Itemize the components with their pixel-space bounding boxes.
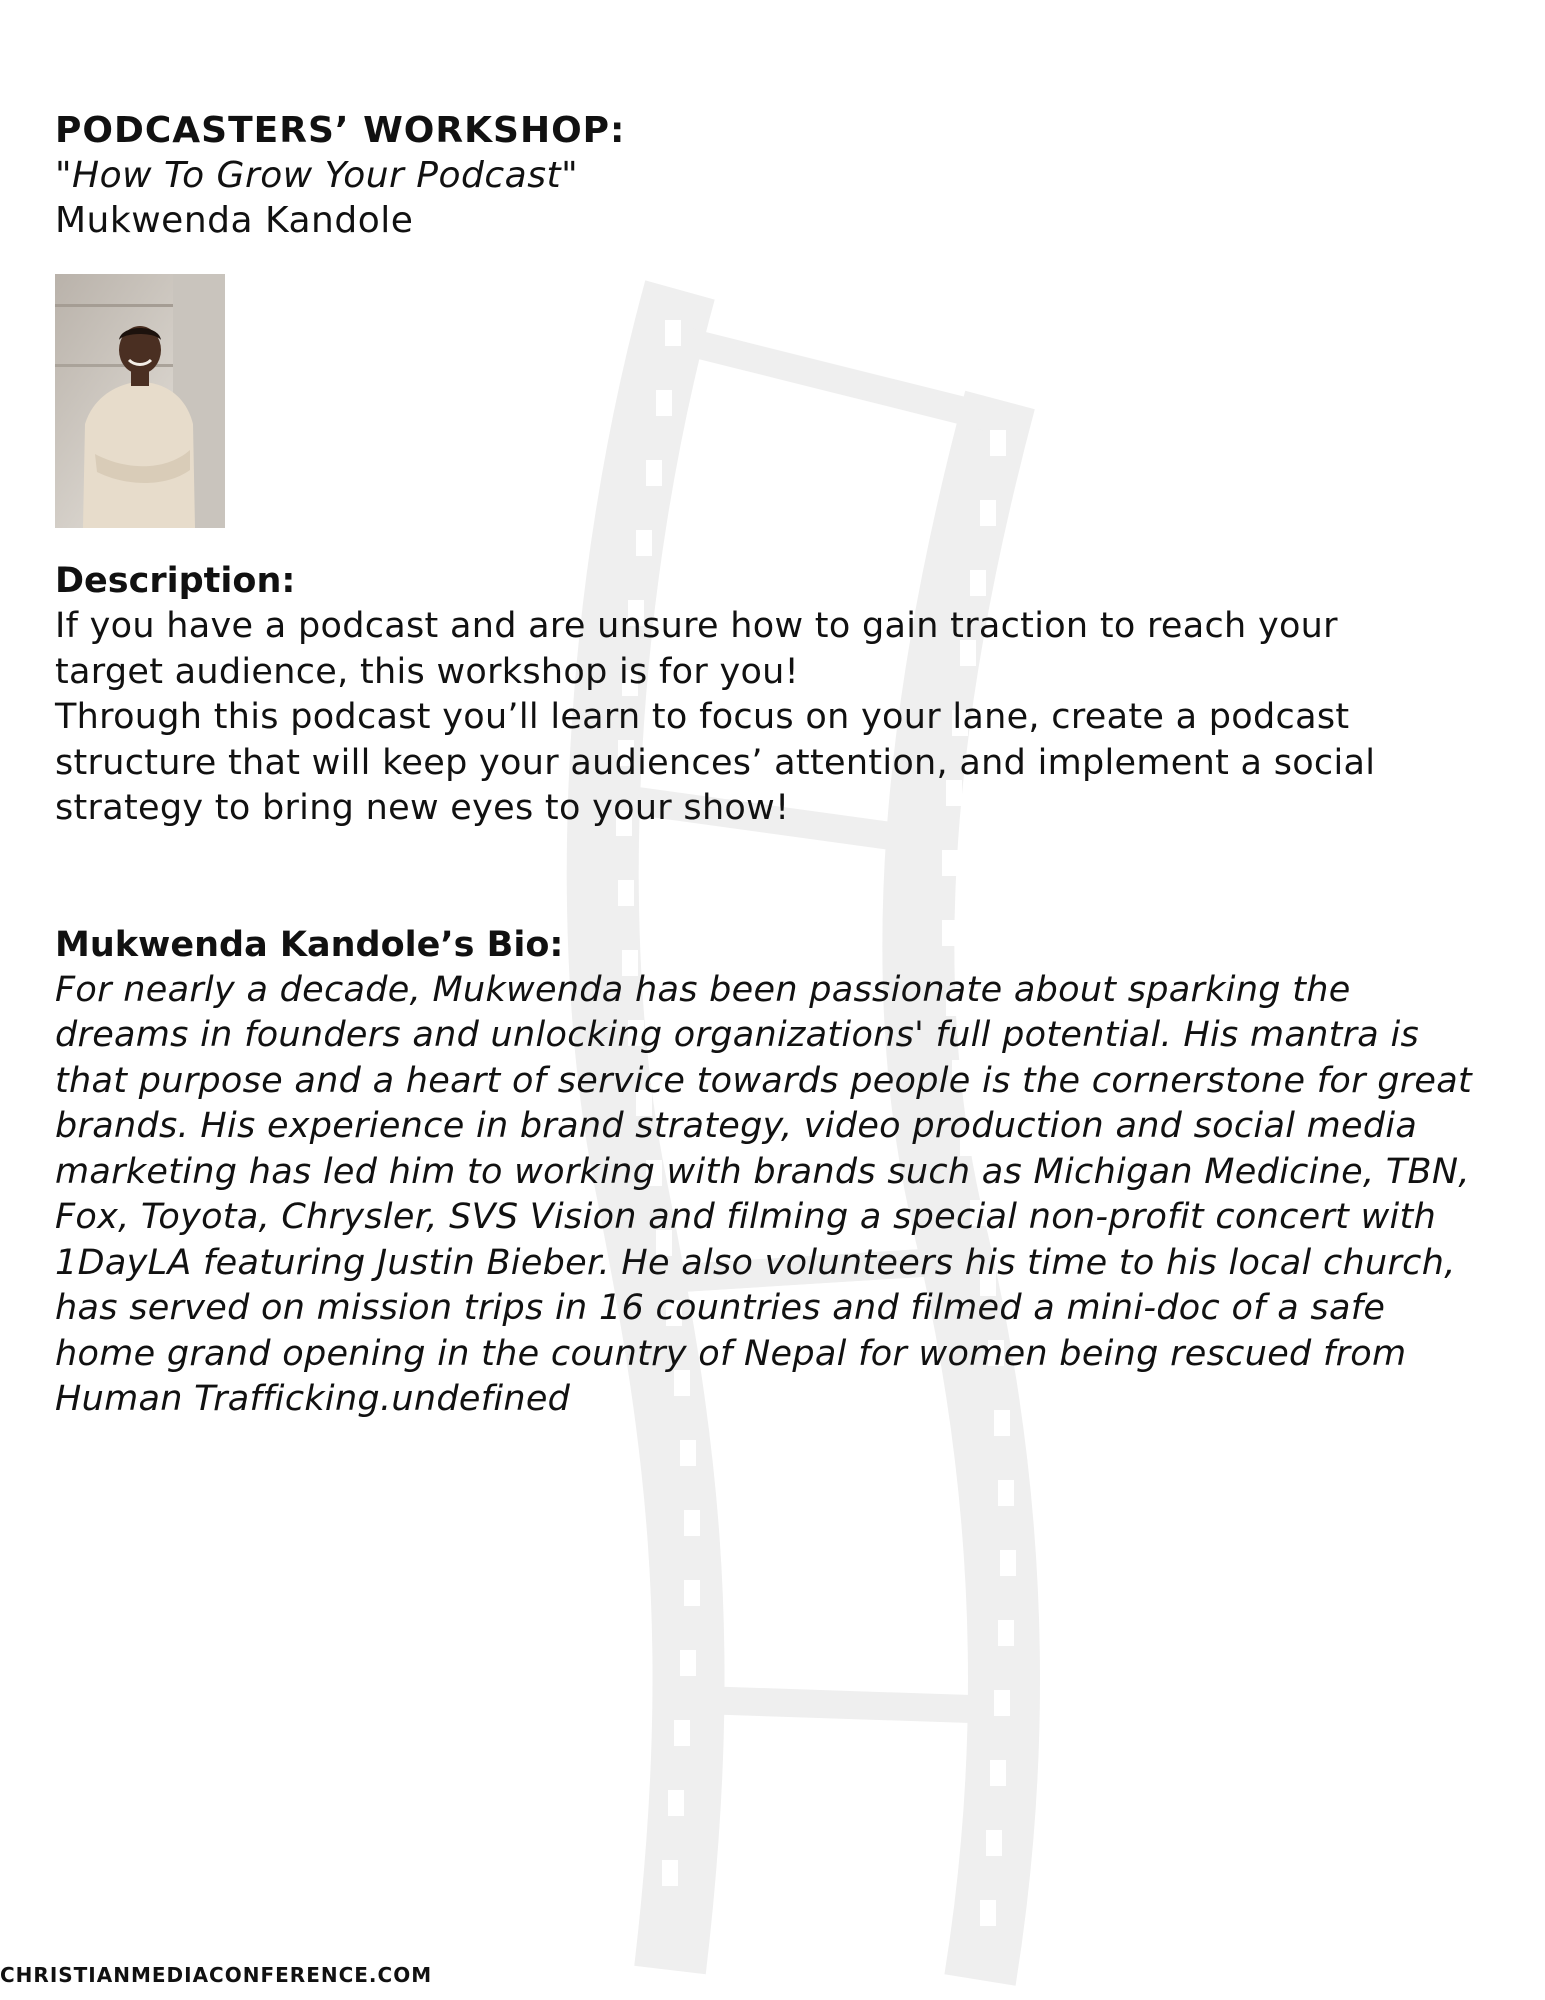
description-heading: Description: (55, 561, 296, 601)
description-line: target audience, this workshop is for you! (55, 651, 799, 692)
description-line: structure that will keep your audiences’ attention, and implement a social (55, 742, 1376, 783)
workshop-subtitle: "How To Grow Your Podcast" (55, 155, 579, 196)
bio-line: dreams in founders and unlocking organizations' full potential. His mantra is (55, 1015, 1420, 1055)
workshop-content (55, 108, 1495, 1423)
description-line: If you have a podcast and are unsure how to gain traction to reach your (55, 606, 1338, 646)
description-line: Through this podcast you’ll learn to focus on your lane, create a podcast (55, 697, 1350, 737)
bio-line: has served on mission trips in 16 countries and filmed a mini-doc of a safe (55, 1288, 1386, 1328)
bio-line: Fox, Toyota, Chrysler, SVS Vision and filming a special non-profit concert with (55, 1197, 1437, 1237)
bio-line: 1DayLA featuring Justin Bieber. He also volunteers his time to his local church, (55, 1242, 1456, 1283)
bio-line: For nearly a decade, Mukwenda has been passionate about sparking the (55, 969, 1351, 1010)
bio-line: that purpose and a heart of service towards people is the cornerstone for great (55, 1060, 1473, 1101)
bio-line: brands. His experience in brand strategy, video production and social media (55, 1106, 1418, 1146)
bio-line: Human Trafficking.undefined (55, 1379, 571, 1419)
website-footer: CHRISTIANMEDIACONFERENCE.COM (0, 1963, 433, 1987)
speaker-photo (55, 274, 225, 528)
workshop-title: PODCASTERS’ WORKSHOP: (55, 110, 626, 151)
bio-line: home grand opening in the country of Nepal for women being rescued from (55, 1333, 1407, 1374)
bio-heading: Mukwenda Kandole’s Bio: (55, 924, 564, 965)
description-line: strategy to bring new eyes to your show! (55, 788, 790, 828)
bio-line: marketing has led him to working with brands such as Michigan Medicine, TBN, (55, 1151, 1470, 1192)
speaker-name: Mukwenda Kandole (55, 200, 414, 241)
